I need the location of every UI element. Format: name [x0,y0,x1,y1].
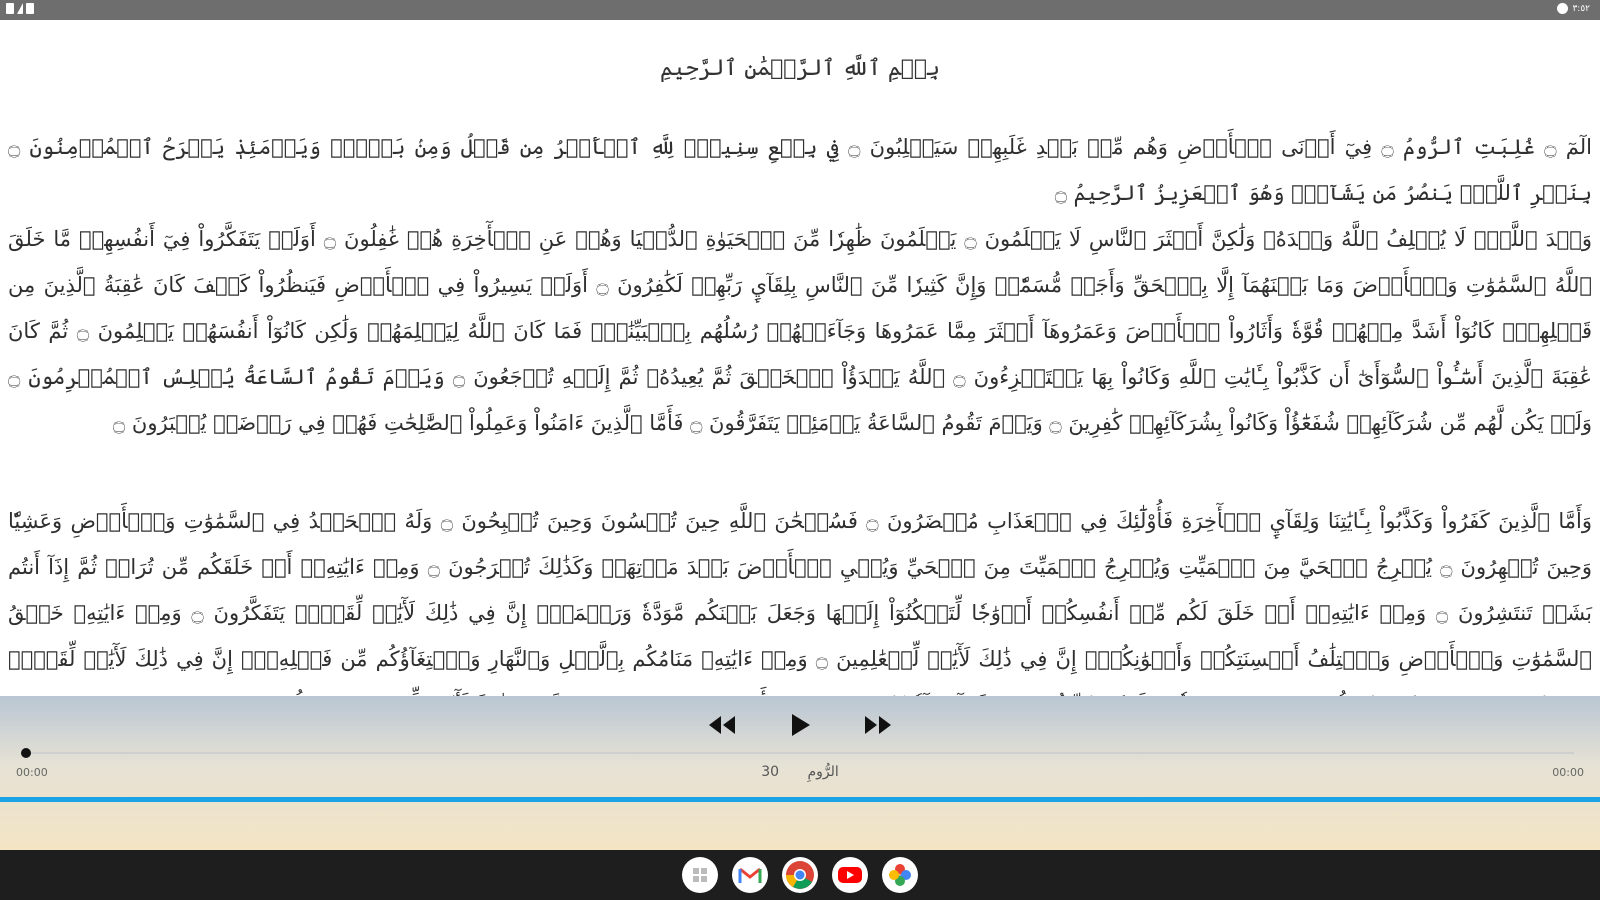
youtube-icon [837,865,863,885]
track-info [0,764,1600,780]
youtube-button[interactable] [832,857,868,893]
notification-icon [6,3,14,14]
ayah-paragraph[interactable]: وَعۡدَ ٱللَّهِۖ لَا يُخۡلِفُ ٱللَّهُ وَعۡدَهُۥ وَلَٰكِنَّ أَكۡثَرَ ٱلنَّاسِ لَا يَعۡلَمُونَ ۝ يَعۡلَمُونَ ظَٰهِرٗا مِّنَ ٱلۡحَيَوٰةِ ٱلدُّنۡيَا وَهُمۡ عَنِ ٱلۡأٓخِرَةِ هُمۡ غَٰفِلُونَ ۝ أَوَلَمۡ يَتَفَكَّرُواْ فِيٓ أَنفُسِهِمۗ مَّا خَلَقَ ٱللَّهُ ٱلسَّمَٰوَٰتِ وَٱلۡأَرۡضَ وَمَا بَيۡنَهُمَآ إِلَّا بِٱلۡحَقِّ وَأَجَلٖ مُّسَمّٗىۗ وَإِنَّ كَثِيرٗا مِّنَ ٱلنَّاسِ بِلِقَآيِٕ رَبِّهِمۡ لَكَٰفِرُونَ ۝ أَوَلَمۡ يَسِيرُواْ فِي ٱلۡأَرۡضِ فَيَنظُرُواْ كَيۡفَ كَانَ عَٰقِبَةُ ٱلَّذِينَ مِن قَبۡلِهِمۡۚ كَانُوٓاْ أَشَدَّ مِنۡهُمۡ قُوَّةٗ وَأَثَارُواْ ٱلۡأَرۡضَ وَعَمَرُوهَآ أَكۡثَرَ مِمَّا عَمَرُوهَا وَجَآءَتۡهُمۡ رُسُلُهُم بِٱلۡبَيِّنَٰتِۖ فَمَا كَانَ ٱللَّهُ لِيَظۡلِمَهُمۡ وَلَٰكِن كَانُوٓاْ أَنفُسَهُمۡ يَظۡلِمُونَ ۝ ثُمَّ كَانَ عَٰقِبَةَ ٱلَّذِينَ أَسَٰٓـُٔواْ ٱلسُّوٓأَىٰٓ أَن كَذَّبُواْ بِـَٔايَٰتِ ٱللَّهِ وَكَانُواْ بِهَا يَسۡتَهۡزِءُونَ ۝ ٱللَّهُ يَبۡدَؤُاْ ٱلۡخَلۡقَ ثُمَّ يُعِيدُهُۥ ثُمَّ إِلَيۡهِ تُرۡجَعُونَ ۝ وَيَوۡمَ تَقُومُ ٱلسَّاعَةُ يُبۡلِسُ ٱلۡمُجۡرِمُونَ ۝ وَلَمۡ يَكُن لَّهُم مِّن شُرَكَآئِهِمۡ شُفَعَٰٓؤُاْ وَكَانُواْ بِشُرَكَآئِهِمۡ كَٰفِرِينَ ۝ وَيَوۡمَ تَقُومُ ٱلسَّاعَةُ يَوۡمَئِذٖ يَتَفَرَّقُونَ ۝ فَأَمَّا ٱلَّذِينَ ءَامَنُواْ وَعَمِلُواْ ٱلصَّٰلِحَٰتِ فَهُمۡ فِي رَوۡضَةٖ يُحۡبَرُونَ ۝ [8,227,1592,435]
photos-button[interactable] [882,857,918,893]
play-icon [789,713,811,737]
launcher-button[interactable] [682,857,718,893]
accent-divider [0,797,1600,802]
battery-icon [1557,3,1568,14]
fast-forward-icon [863,714,893,736]
seek-bar[interactable] [26,752,1574,754]
total-time: 00:00 [1552,766,1584,779]
photos-icon [887,862,913,888]
status-icons-left [6,3,34,14]
elapsed-time: 00:00 [16,766,48,779]
juz-number: 30 [761,764,780,780]
audio-player [0,696,1600,850]
rewind-button[interactable] [705,710,739,740]
chrome-icon [785,860,815,890]
surah-name: الرُّومِ [807,764,839,780]
status-icons-right [1557,3,1590,14]
status-time: ٣:٥٢ [1572,3,1590,14]
ayah-paragraph[interactable]: وَأَمَّا ٱلَّذِينَ كَفَرُواْ وَكَذَّبُواْ بِـَٔايَٰتِنَا وَلِقَآيِٕ ٱلۡأٓخِرَةِ فَأُوْلَٰٓئِكَ فِي ٱلۡعَذَابِ مُحۡضَرُونَ ۝ فَسُبۡحَٰنَ ٱللَّهِ حِينَ تُمۡسُونَ وَحِينَ تُصۡبِحُونَ ۝ وَلَهُ ٱلۡحَمۡدُ فِي ٱلسَّمَٰوَٰتِ وَٱلۡأَرۡضِ وَعَشِيّٗا وَحِينَ تُظۡهِرُونَ ۝ يُخۡرِجُ ٱلۡحَيَّ مِنَ ٱلۡمَيِّتِ وَيُخۡرِجُ ٱلۡمَيِّتَ مِنَ ٱلۡحَيِّ وَيُحۡيِ ٱلۡأَرۡضَ بَعۡدَ مَوۡتِهَاۚ وَكَذَٰلِكَ تُخۡرَجُونَ ۝ وَمِنۡ ءَايَٰتِهِۦٓ أَنۡ خَلَقَكُم مِّن تُرَابٖ ثُمَّ إِذَآ أَنتُم بَشَرٞ تَنتَشِرُونَ ۝ وَمِنۡ ءَايَٰتِهِۦٓ أَنۡ خَلَقَ لَكُم مِّنۡ أَنفُسِكُمۡ أَزۡوَٰجٗا لِّتَسۡكُنُوٓاْ إِلَيۡهَا وَجَعَلَ بَيۡنَكُم مَّوَدَّةٗ وَرَحۡمَةًۚ إِنَّ فِي ذَٰلِكَ لَأٓيَٰتٖ لِّقَوۡمٖ يَتَفَكَّرُونَ ۝ وَمِنۡ ءَايَٰتِهِۦ خَلۡقُ ٱلسَّمَٰوَٰتِ وَٱلۡأَرۡضِ وَٱخۡتِلَٰفُ أَلۡسِنَتِكُمۡ وَأَلۡوَٰنِكُمۡۚ إِنَّ فِي ذَٰلِكَ لَأٓيَٰتٖ لِّلۡعَٰلِمِينَ ۝ وَمِنۡ ءَايَٰتِهِۦ مَنَامُكُم بِٱلَّيۡلِ وَٱلنَّهَارِ وَٱبۡتِغَآؤُكُم مِّن فَضۡلِهِۦٓۚ إِنَّ فِي ذَٰلِكَ لَأٓيَٰتٖ لِّقَوۡمٖ [8,509,1592,671]
gmail-button[interactable] [732,857,768,893]
wifi-icon [26,3,34,14]
gmail-icon [738,865,762,885]
launcher-icon [690,865,710,885]
ayah-paragraph[interactable]: الٓمٓ ۝ غُلِبَتِ ٱلرُّومُ ۝ فِيٓ أَدۡنَى ٱلۡأَرۡضِ وَهُم مِّنۢ بَعۡدِ غَلَبِهِمۡ سَيَغۡلِبُونَ ۝ فِي بِضۡعِ سِنِينَۗ لِلَّهِ ٱلۡأَمۡرُ مِن قَبۡلُ وَمِنۢ بَعۡدُۚ وَيَوۡمَئِذٖ يَفۡرَحُ ٱلۡمُؤۡمِنُونَ ۝ بِنَصۡرِ ٱللَّهِۚ يَنصُرُ مَن يَشَآءُۖ وَهُوَ ٱلۡعَزِيزُ ٱلرَّحِيمُ ۝ [8,135,1592,205]
fast-forward-button[interactable] [861,710,895,740]
quran-reader[interactable] [0,20,1600,696]
seek-handle[interactable] [21,748,31,758]
status-bar [0,0,1600,20]
app-dock [0,850,1600,900]
rewind-icon [707,714,737,736]
player-controls [0,710,1600,740]
chrome-button[interactable] [782,857,818,893]
play-button[interactable] [783,710,817,740]
basmala: بِسۡمِ ٱللَّهِ ٱلرَّحۡمَٰنِ ٱلرَّحِيمِ [659,56,941,81]
signal-icon [17,3,23,14]
